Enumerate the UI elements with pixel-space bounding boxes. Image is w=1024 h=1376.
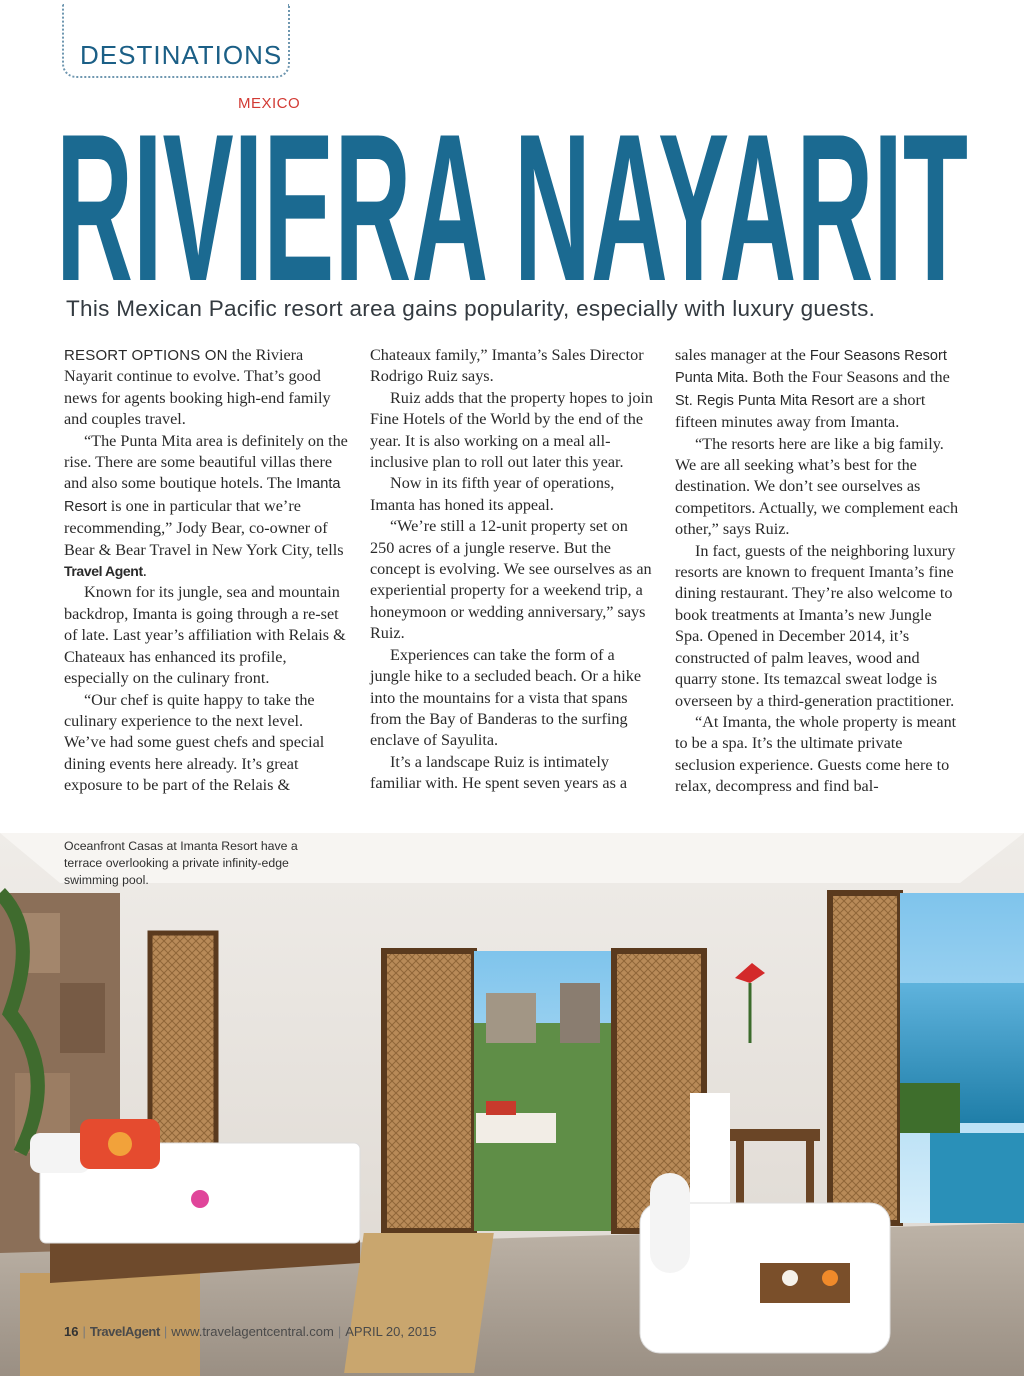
paragraph: “The resorts here are like a big family. We are all seeking what’s best for the destination. We don’t see ourselves as competitors. Actually, we complement each other,” says Ruiz. [675,434,959,539]
paragraph: Now in its fifth year of operations, Imanta has honed its appeal. [370,474,615,514]
section-label: DESTINATIONS [80,40,283,70]
paragraph: In fact, guests of the neighboring luxury resorts are known to frequent Imanta’s fine dining restaurant. They’re also welcome to book treatments at Imanta’s new Jungle Spa. Opened in December 2014, it’s constructed of palm leaves, wood and quarry stone. Its temazcal sweat lodge is overseen by a third-generation practitioner. [675,541,956,710]
kicker-country: MEXICO [238,95,301,112]
paragraph: Chateaux family,” Imanta’s Sales Director Rodrigo Ruiz says. [370,346,644,386]
footer-url: www.travelagentcentral.com [171,1324,334,1339]
magazine-brand: Travel Agent [64,563,143,580]
paragraph: It’s a landscape Ruiz is intimately familiar with. He spent seven years as a [370,752,628,793]
paragraph: sales manager at the Four Seasons Resort Punta Mita. Both the Four Seasons and the St. Regis Punta Mita Resort are a short fifteen minutes away from Imanta. [675,346,950,432]
article-column-2 [370,345,654,795]
page-footer: 16 | TravelAgent | www.travelagentcentral.com | APRIL 20, 2015 [64,1324,437,1339]
paragraph: Experiences can take the form of a jungle hike to a secluded beach. Or a hike into the mountains for a vista that spans from the Bay of Banderas to the surfing enclave of Sayulita. [370,645,642,750]
resort-name: Four Seasons Resort Punta Mita [675,348,947,387]
resort-name: St. Regis Punta Mita Resort [675,392,854,409]
paragraph: Ruiz adds that the property hopes to join Fine Hotels of the World by the end of the year. It is also working on a meal all-inclusive plan to roll out later this year. [370,388,653,472]
article-column-1 [64,345,348,797]
paragraph: “At Imanta, the whole property is meant to be a spa. It’s the ultimate private seclusion experience. Guests come here to relax, decompress and find bal- [675,712,957,796]
lead-in: RESORT OPTIONS ON [64,347,228,364]
paragraph: “We’re still a 12-unit property set on 250 acres of a jungle reserve. But the concept is evolving. We see ourselves as an experiential property for a weekend trip, a honeymoon or wedding anniversary,” says Ruiz. [370,517,652,643]
footer-date: APRIL 20, 2015 [345,1324,437,1339]
resort-name: Imanta Resort [64,476,341,515]
page-number: 16 [64,1324,79,1339]
footer-brand: TravelAgent [89,1324,160,1339]
paragraph: Known for its jungle, sea and mountain backdrop, Imanta is going through a re-set of late. Last year’s affiliation with Relais & Chateaux has enhanced its profile, especially on the culinary front. [64,583,346,688]
paragraph: “Our chef is quite happy to take the culinary experience to the next level. We’ve had some guest chefs and special dining events here already. It’s great exposure to be part of the Relais & [64,690,325,795]
photo-caption: Oceanfront Casas at Imanta Resort have a terrace overlooking a private infinity-edge swimming pool. [64,839,298,887]
article-column-3 [675,345,959,798]
resort-room-photo [0,833,1024,1376]
headline-text: RIVIERA NAYARIT [56,90,968,325]
paragraph: “The Punta Mita area is definitely on the rise. There are some beautiful villas there and also some boutique hotels. The Imanta Resort is one in particular that we’re recommending,” Jody Bear, co-owner of Bear & Bear Travel in New York City, tells Travel Agent. [64,431,348,581]
section-tab-frame [62,4,290,78]
paragraph: RESORT OPTIONS ON the Riviera Nayarit continue to evolve. That’s good news for agents booking high-end family and couples travel. [64,346,331,429]
subheadline: This Mexican Pacific resort area gains popularity, especially with luxury guests. [66,296,876,321]
